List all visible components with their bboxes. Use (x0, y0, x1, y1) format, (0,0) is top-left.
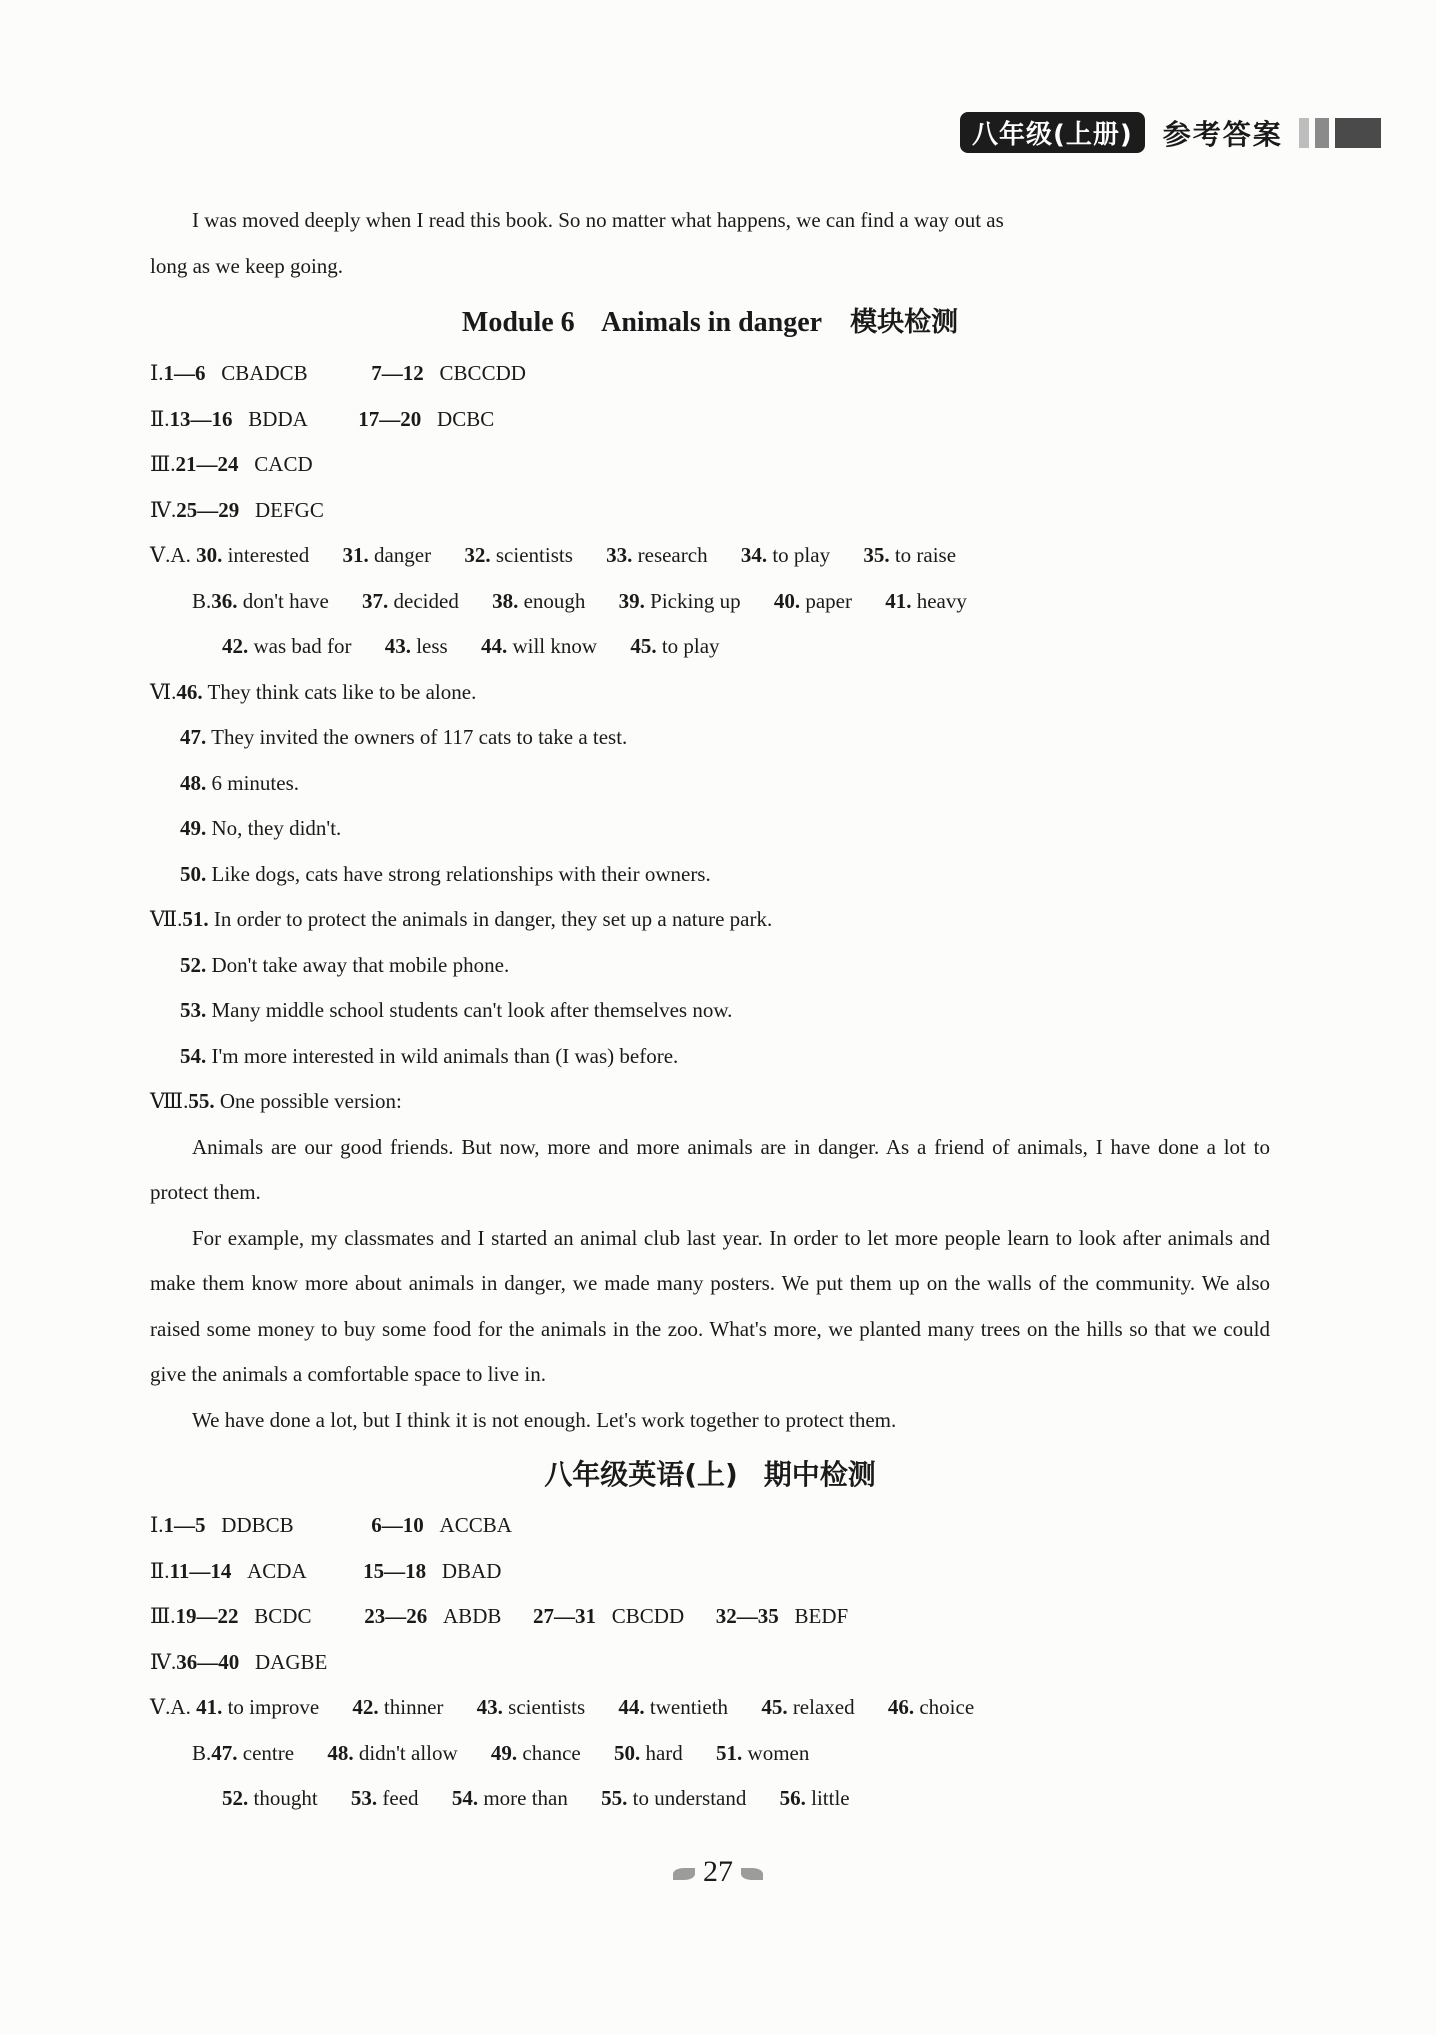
midterm-title: 八年级英语(上) (544, 1458, 738, 1491)
module6-title: Module 6 Animals in danger (461, 307, 823, 338)
essay-paragraph-1: Animals are our good friends. But now, more and more animals are in danger. As a friend of animals, I have done a lot to protect them. (150, 1134, 1270, 1204)
grade-tag: 八年级(上册) (960, 112, 1145, 153)
m6-section-7-item: 54. I'm more interested in wild animals than (I was) before. (180, 1043, 679, 1068)
module6-title-cn: 模块检测 (850, 307, 959, 338)
header-decoration (1299, 118, 1381, 148)
mt-section-5a: Ⅴ.A. 41. to improve 42. thinner 43. scientists 44. twentieth 45. relaxed 46. choice (150, 1695, 975, 1719)
essay-paragraph-2: For example, my classmates and I started an animal club last year. In order to let more people learn to look after animals and make them know more about animals in danger, we made many posters. We put them up on the walls of the community. We also raised some money to buy some food for the animals in the zoo. What's more, we planted many trees on the hills so that we could give the animals a comfortable space to live in. (150, 1225, 1270, 1386)
m6-section-5a: Ⅴ.A. 30. interested 31. danger 32. scientists 33. research 34. to play 35. to raise (150, 543, 957, 567)
m6-section-7-item: 52. Don't take away that mobile phone. (180, 952, 510, 977)
leaf-left-icon (673, 1868, 695, 1880)
m6-section-8-lead: Ⅷ.55. One possible version: (150, 1089, 402, 1113)
m6-section-5b-2: 42. was bad for 43. less 44. will know 45. to play (222, 634, 720, 658)
m6-section-6-item: 47. They invited the owners of 117 cats to take a test. (180, 725, 628, 749)
m6-section-1: Ⅰ.1—6 CBADCB 7—12 CBCCDD (150, 361, 526, 385)
intro-line-2: long as we keep going. (150, 253, 344, 278)
m6-section-6-item: 48. 6 minutes. (180, 770, 299, 795)
intro-line-1: I was moved deeply when I read this book. So no matter what happens, we can find a way out as (192, 208, 1004, 232)
page-number: 27 (0, 1855, 1436, 1889)
mt-section-5b-2: 52. thought 53. feed 54. more than 55. to understand 56. little (222, 1786, 850, 1810)
m6-section-5b-1: B.36. don't have 37. decided 38. enough 39. Picking up 40. paper 41. heavy (192, 588, 967, 613)
midterm-heading (150, 1447, 1270, 1503)
mt-section-3: Ⅲ.19—22 BCDC 23—26 ABDB 27—31 CBCDD 32—35 BEDF (150, 1604, 849, 1628)
essay-paragraph-3: We have done a lot, but I think it is not enough. Let's work together to protect them. (192, 1407, 897, 1432)
m6-essay (150, 1125, 1270, 1444)
m6-section-6-item: 50. Like dogs, cats have strong relationships with their owners. (180, 861, 711, 886)
m6-section-7-item: Ⅶ.51. In order to protect the animals in danger, they set up a nature park. (150, 907, 773, 931)
m6-section-3: Ⅲ.21—24 CACD (150, 452, 313, 476)
m6-section-6-item: Ⅵ.46. They think cats like to be alone. (150, 679, 477, 704)
mt-section-4: Ⅳ.36—40 DAGBE (150, 1649, 328, 1674)
m6-section-7-item: 53. Many middle school students can't look after themselves now. (180, 998, 733, 1022)
answer-content (150, 198, 1270, 1822)
page-header (960, 112, 1381, 153)
m6-section-6-item: 49. No, they didn't. (180, 816, 342, 840)
module6-heading (150, 295, 1270, 351)
leaf-right-icon (741, 1868, 763, 1880)
midterm-title-2: 期中检测 (763, 1458, 876, 1491)
mt-section-1: Ⅰ.1—5 DDBCB 6—10 ACCBA (150, 1513, 512, 1537)
m6-section-2: Ⅱ.13—16 BDDA 17—20 DCBC (150, 406, 495, 431)
answer-key-title: 参考答案 (1162, 117, 1283, 151)
mt-section-5b-1: B.47. centre 48. didn't allow 49. chance 50. hard 51. women (192, 1740, 810, 1765)
m6-section-4: Ⅳ.25—29 DEFGC (150, 497, 324, 522)
mt-section-2: Ⅱ.11—14 ACDA 15—18 DBAD (150, 1558, 502, 1583)
